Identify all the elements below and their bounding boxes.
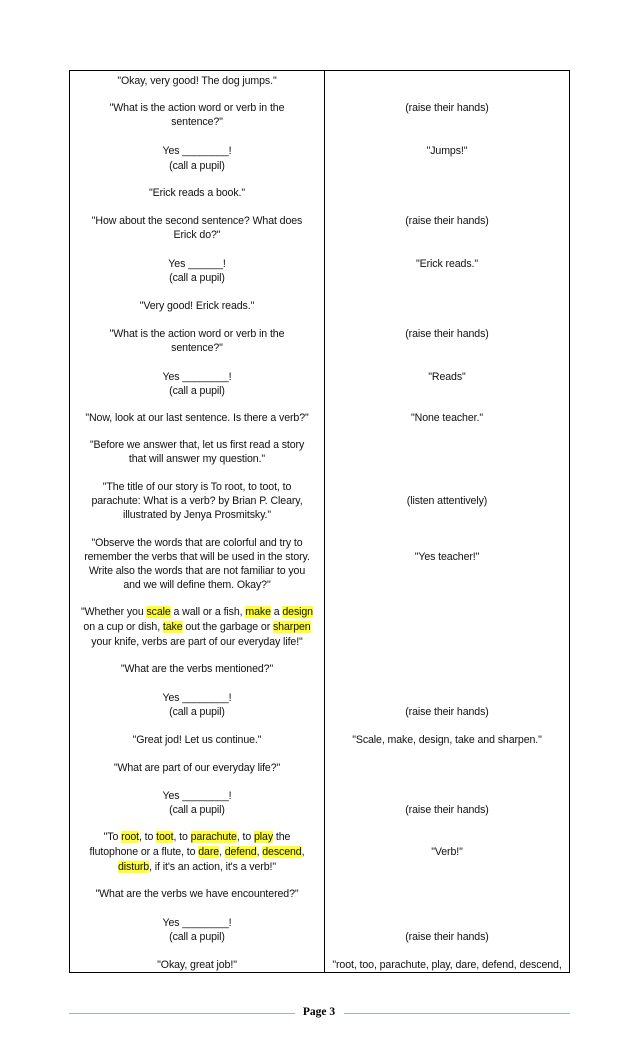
pupil-line: (raise their hands) <box>405 328 489 340</box>
highlighted-verb: play <box>254 831 274 843</box>
teacher-line: "Now, look at our last sentence. Is there a verb?" <box>85 412 309 424</box>
teacher-line: "Okay, very good! The dog jumps." <box>117 75 277 87</box>
pupil-line: (raise their hands) <box>405 102 489 114</box>
highlighted-verb: descend <box>262 846 302 858</box>
teacher-line: Yes ________! <box>162 917 232 929</box>
teacher-line: (call a pupil) <box>169 272 225 284</box>
pupil-line: "Verb!" <box>431 846 463 858</box>
teacher-line: Yes ______! <box>168 258 226 270</box>
teacher-line: Erick do?" <box>173 229 221 241</box>
teacher-line: "What is the action word or verb in the <box>109 328 285 340</box>
teacher-line: illustrated by Jenya Prosmitsky." <box>122 509 272 521</box>
teacher-line: "What are the verbs mentioned?" <box>120 663 274 675</box>
teacher-line: (call a pupil) <box>169 931 225 943</box>
teacher-line: sentence?" <box>171 342 223 354</box>
pupil-line: (raise their hands) <box>405 804 489 816</box>
pupil-line: "Scale, make, design, take and sharpen." <box>352 734 542 746</box>
story-line: "Whether you scale a wall or a fish, make a design <box>81 606 313 618</box>
pupil-line: "Reads" <box>428 371 466 383</box>
teacher-line: "What are the verbs we have encountered?" <box>95 888 299 900</box>
column-divider <box>324 70 325 973</box>
teacher-line: "How about the second sentence? What does <box>91 215 303 227</box>
teacher-line: your knife, verbs are part of our everyday life!" <box>91 636 303 648</box>
teacher-line: "Okay, great job!" <box>157 959 237 971</box>
highlighted-verb: defend <box>224 846 257 858</box>
teacher-line: "What are part of our everyday life?" <box>113 762 281 774</box>
highlighted-verb: take <box>162 621 183 633</box>
teacher-line: (call a pupil) <box>169 160 225 172</box>
pupil-line: "root, too, parachute, play, dare, defend, descend, <box>332 959 562 971</box>
teacher-line: Write also the words that are not familiar to you <box>88 565 306 577</box>
teacher-line: (call a pupil) <box>169 385 225 397</box>
pupil-line: "Yes teacher!" <box>414 551 480 563</box>
teacher-line: and we will define them. Okay?" <box>123 579 271 591</box>
pupil-line: (raise their hands) <box>405 215 489 227</box>
teacher-line: (call a pupil) <box>169 804 225 816</box>
teacher-line: Yes ________! <box>162 371 232 383</box>
story-line: flutophone or a flute, to dare, defend, descend, <box>89 846 305 858</box>
teacher-line: "Before we answer that, let us first read a story <box>89 439 305 451</box>
pupil-line: "None teacher." <box>411 412 483 424</box>
pupil-line: "Jumps!" <box>426 145 468 157</box>
teacher-line: sentence?" <box>171 116 223 128</box>
teacher-line: "What is the action word or verb in the <box>109 102 285 114</box>
teacher-line: Yes ________! <box>162 790 232 802</box>
footer-rule-left <box>69 1013 295 1014</box>
page-number: Page 3 <box>302 1006 336 1018</box>
teacher-line: Yes ________! <box>162 145 232 157</box>
teacher-line: Yes ________! <box>162 692 232 704</box>
highlighted-verb: root <box>121 831 139 843</box>
teacher-line: "Great jod! Let us continue." <box>132 734 262 746</box>
teacher-line: "Very good! Erick reads." <box>139 300 255 312</box>
teacher-line: remember the verbs that will be used in the story. <box>84 551 310 563</box>
highlighted-verb: dare <box>198 846 220 858</box>
pupil-line: (raise their hands) <box>405 706 489 718</box>
highlighted-verb: make <box>245 606 271 618</box>
pupil-line: (listen attentively) <box>406 495 488 507</box>
teacher-line: (call a pupil) <box>169 706 225 718</box>
pupil-line: "Erick reads." <box>415 258 479 270</box>
teacher-line: "Observe the words that are colorful and try to <box>91 537 303 549</box>
highlighted-verb: parachute <box>190 831 237 843</box>
pupil-line: (raise their hands) <box>405 931 489 943</box>
story-line: disturb, if it's an action, it's a verb!" <box>118 861 276 873</box>
teacher-line: "The title of our story is To root, to toot, to <box>102 481 292 493</box>
teacher-line: "Erick reads a book." <box>148 187 246 199</box>
highlighted-verb: sharpen <box>272 621 311 633</box>
footer-rule-right <box>344 1013 570 1014</box>
highlighted-verb: toot <box>156 831 174 843</box>
highlighted-verb: scale <box>146 606 171 618</box>
teacher-line: parachute: What is a verb? by Brian P. Cleary, <box>91 495 303 507</box>
story-line: "To root, to toot, to parachute, to play the <box>103 831 291 843</box>
highlighted-verb: disturb <box>118 861 150 873</box>
highlighted-verb: design <box>282 606 313 618</box>
teacher-line: that will answer my question." <box>128 453 266 465</box>
story-line: on a cup or dish, take out the garbage or sharpen <box>83 621 311 633</box>
